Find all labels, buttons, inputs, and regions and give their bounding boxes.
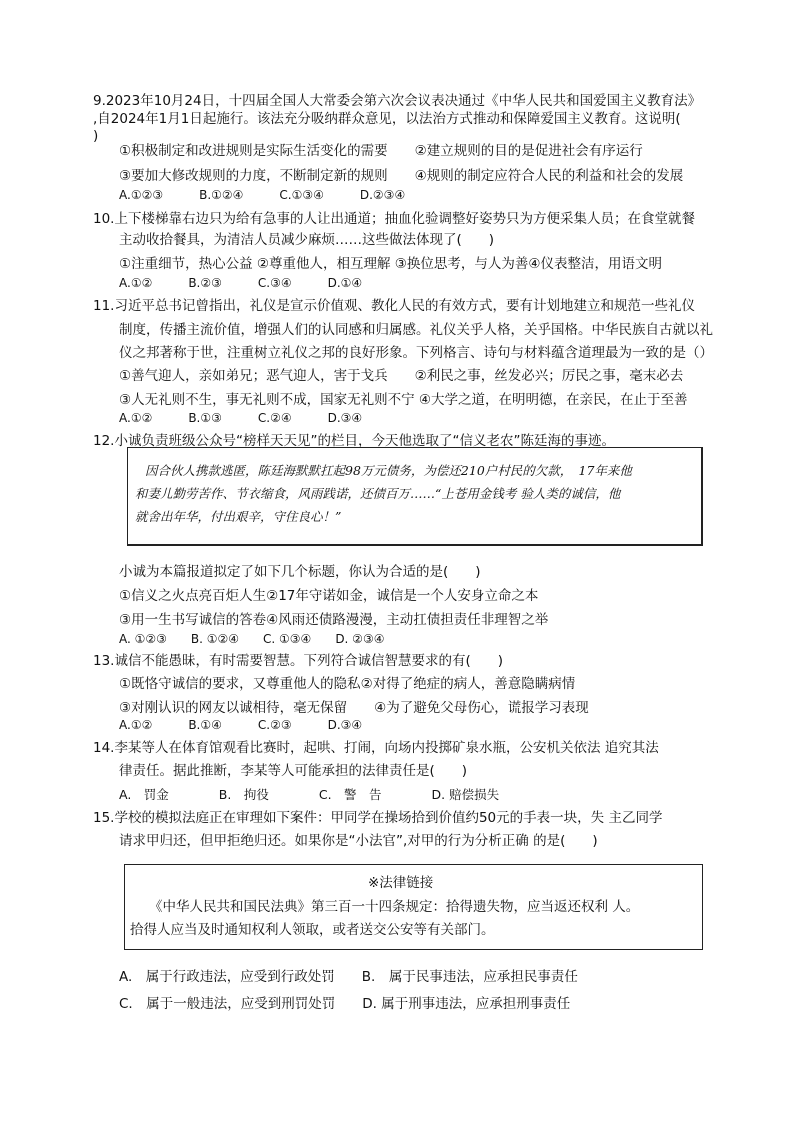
q9-options-row1: ①积极制定和改进规则是实际生活变化的需要 ②建立规则的目的是促进社会有序运行 xyxy=(119,143,643,159)
q10-options: ①注重细节，热心公益 ②尊重他人，相互理解 ③换位思考，与人为善④仪表整洁，用语文明 xyxy=(119,256,662,272)
q9-choices: A.①②③ B.①②④ C.①③④ D.②③④ xyxy=(119,188,406,202)
q14-stem-line2: 律责任。据此推断，李某等人可能承担的法律责任是( ) xyxy=(119,763,468,779)
q11-stem-line3: 仪之邦著称于世，注重树立礼仪之邦的良好形象。下列格言、诗句与材料蕴含道理最为一致的是（） xyxy=(119,345,713,361)
q11-choices: A.①② B.①③ C.②④ D.③④ xyxy=(119,411,363,425)
q10-choices: A.①② B.②③ C.③④ D.①④ xyxy=(119,276,363,290)
q12-options-row1: ①信义之火点亮百炬人生②17年守诺如金，诚信是一个人安身立命之本 xyxy=(119,588,539,604)
q12-material-line3: 就舍出年华，付出艰辛，守住良心！” xyxy=(135,509,342,524)
q12-choices: A. ①②③ B. ①②④ C. ①③④ D. ②③④ xyxy=(119,632,385,646)
q12-options-row2: ③用一生书写诚信的答卷④风雨还债路漫漫，主动扛债担责任非理智之举 xyxy=(119,612,549,628)
q12-material-line1: 因合伙人携款逃匿，陈廷海默默扛起98万元债务，为偿还210户村民的欠款， 17年来他 xyxy=(145,463,632,478)
q9-stem-line3: ) xyxy=(93,128,99,144)
q15-stem-line2: 请求甲归还，但甲拒绝归还。如果你是“小法官”,对甲的行为分析正确 的是( ) xyxy=(119,833,598,849)
q12-material-line2: 和妻儿勤劳苦作、节衣缩食，风雨践诺，还债百万……“上苍用金钱考 验人类的诚信，他 xyxy=(135,486,621,501)
q13-options-row1: ①既恪守诚信的要求，又尊重他人的隐私②对得了绝症的病人，善意隐瞒病情 xyxy=(119,676,576,692)
q13-stem-line1: 13.诚信不能愚昧，有时需要智慧。下列符合诚信智慧要求的有( ) xyxy=(93,653,504,669)
q12-stem-line1: 12.小诚负责班级公众号“榜样天天见”的栏目，今天他选取了“信义老农”陈廷海的事迹。 xyxy=(93,433,615,449)
q12-stem-line2: 小诚为本篇报道拟定了如下几个标题，你认为合适的是( ) xyxy=(119,564,481,580)
q11-options-row1: ①善气迎人，亲如弟兄；恶气迎人，害于戈兵 ②利民之事，丝发必兴；厉民之事，毫末必去 xyxy=(119,368,684,384)
q14-stem-line1: 14.李某等人在体育馆观看比赛时，起哄、打闹，向场内投掷矿泉水瓶，公安机关依法 追究其法 xyxy=(93,740,659,756)
q15-stem-line1: 15.学校的模拟法庭正在审理如下案件：甲同学在操场拾到价值约50元的手表一块，失 主乙同学 xyxy=(93,810,663,826)
q15-choices-row2: C. 属于一般违法，应受到刑罚处罚 D. 属于刑事违法，应承担刑事责任 xyxy=(119,996,571,1012)
q10-stem-line2: 主动收拾餐具，为清洁人员减少麻烦……这些做法体现了( ) xyxy=(119,232,495,248)
q11-stem-line1: 11.习近平总书记曾指出，礼仪是宣示价值观、教化人民的有效方式，要有计划地建立和规范一些礼仪 xyxy=(93,298,695,314)
q9-options-row2: ③要加大修改规则的力度，不断制定新的规则 ④规则的制定应符合人民的利益和社会的发展 xyxy=(119,168,684,184)
q13-options-row2: ③对刚认识的网友以诚相待，毫无保留 ④为了避免父母伤心，谎报学习表现 xyxy=(119,700,589,716)
q11-stem-line2: 制度，传播主流价值，增强人们的认同感和归属感。礼仪关乎人格，关乎国格。中华民族自古就以礼 xyxy=(119,322,713,338)
q13-choices: A.①② B.①④ C.②③ D.③④ xyxy=(119,718,363,732)
q11-options-row2: ③人无礼则不生，事无礼则不成，国家无礼则不宁 ④大学之道，在明明德，在亲民，在止于至善 xyxy=(119,392,688,408)
q15-law-line2: 拾得人应当及时通知权利人领取，或者送交公安等有关部门。 xyxy=(130,922,495,938)
q15-law-title: ※法律链接 xyxy=(368,875,434,891)
q14-choices: A. 罚金 B. 拘役 C. 警 告 D. 赔偿损失 xyxy=(119,787,500,802)
q9-stem-line1: 9.2023年10月24日，十四届全国人大常委会第六次会议表决通过《中华人民共和国爱国主义教育法》 xyxy=(93,93,702,109)
q10-stem-line1: 10.上下楼梯靠右边只为给有急事的人让出通道；抽血化验调整好姿势只为方便采集人员；在食堂就餐 xyxy=(93,211,695,227)
q9-stem-line2: ,自2024年1月1日起施行。该法充分吸纳群众意见，以法治方式推动和保障爱国主义教育。这说明( xyxy=(93,111,681,127)
q15-choices-row1: A. 属于行政违法，应受到行政处罚 B. 属于民事违法，应承担民事责任 xyxy=(119,969,578,985)
q15-law-line1: 《中华人民共和国民法典》第三百一十四条规定：拾得遗失物，应当返还权利 人。 xyxy=(149,899,640,915)
